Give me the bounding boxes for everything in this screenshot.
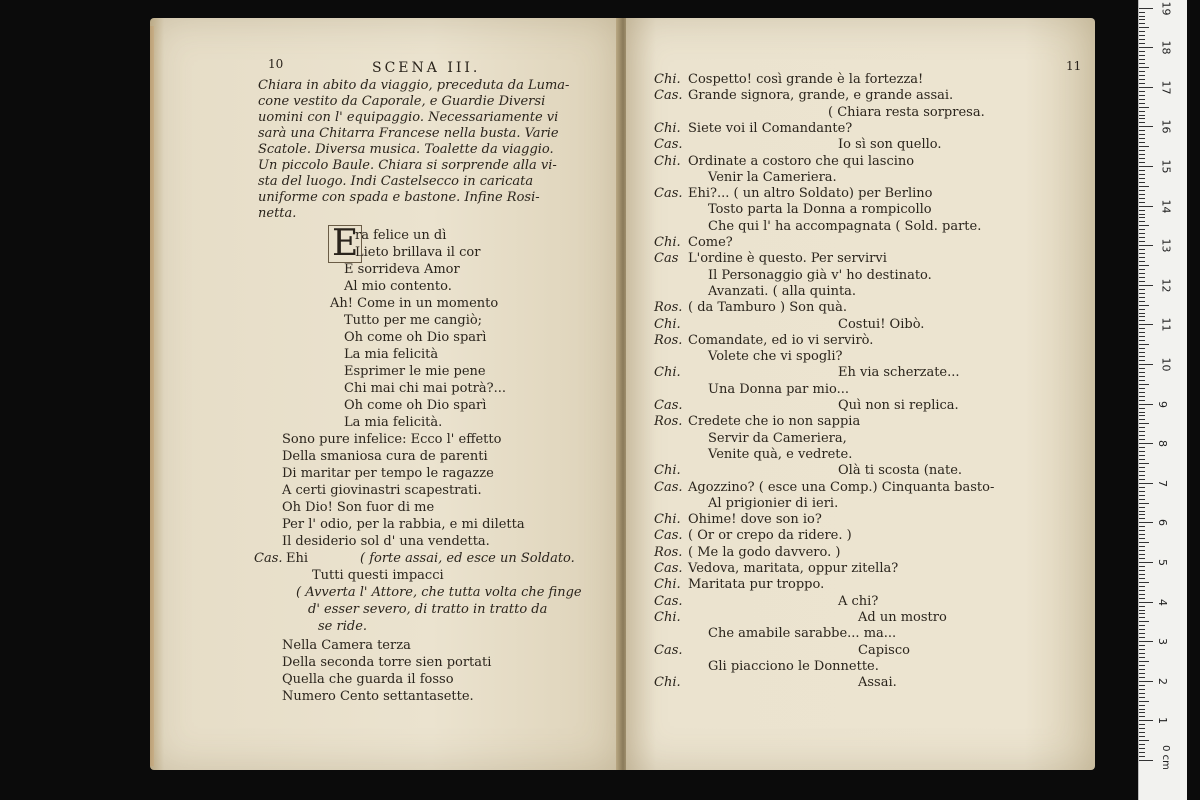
ruler-tick [1139, 170, 1145, 171]
dialogue-line: Una Donna par mio... [708, 381, 849, 397]
ruler-tick [1139, 99, 1145, 100]
ruler-tick [1139, 475, 1145, 476]
ruler-tick [1139, 19, 1145, 20]
ruler-tick [1139, 59, 1145, 60]
open-book [150, 18, 1095, 770]
ruler-tick [1139, 633, 1145, 634]
ruler-tick [1139, 463, 1149, 464]
ruler-tick [1139, 443, 1153, 444]
ruler-tick [1139, 43, 1145, 44]
ruler-tick [1139, 522, 1153, 523]
ruler-tick [1139, 8, 1153, 9]
dialogue-line: Come? [688, 235, 733, 250]
ruler-number: 1 [1156, 717, 1169, 725]
dialogue-line: ( da Tamburo ) Son quà. [688, 300, 848, 316]
ruler-tick [1139, 610, 1145, 611]
dialogue-line: Capisco [858, 642, 910, 658]
ruler-tick [1139, 39, 1145, 40]
dialogue-line: ( Or or crepo da ridere. ) [688, 528, 852, 544]
ruler-tick [1139, 617, 1145, 618]
ruler-tick [1139, 229, 1145, 230]
ruler-tick [1139, 697, 1145, 698]
ruler-tick [1139, 637, 1145, 638]
ruler-tick [1139, 693, 1145, 694]
ruler-tick [1139, 574, 1145, 575]
ruler-tick [1139, 705, 1145, 706]
ruler-tick [1139, 289, 1145, 290]
ruler-tick [1139, 625, 1145, 626]
ruler-tick [1139, 316, 1145, 317]
ruler-tick [1139, 665, 1145, 666]
page-number-left: 10 [268, 57, 284, 71]
dialogue-line: Olà ti scosta (nate. [838, 463, 963, 479]
ruler-tick [1139, 602, 1153, 603]
ruler-tick [1139, 174, 1145, 175]
ruler-tick [1139, 479, 1145, 480]
speaker-label: Cas. [654, 528, 683, 544]
ruler-tick [1139, 491, 1145, 492]
scene-title: SCENA III. [372, 60, 481, 76]
ruler-tick [1139, 451, 1145, 452]
ruler-tick [1139, 526, 1145, 527]
ruler-tick [1139, 598, 1145, 599]
ruler-tick [1139, 554, 1145, 555]
ruler-tick [1139, 756, 1145, 757]
dialogue-line: Al prigionier di ieri. [708, 495, 839, 511]
dialogue-line: Il Personaggio già v' ho destinato. [708, 267, 932, 283]
ruler-tick [1139, 507, 1145, 508]
ruler-tick [1139, 146, 1149, 147]
ruler-number: 13 [1159, 238, 1173, 253]
ruler-tick [1139, 629, 1145, 630]
speaker-label: Chi. [654, 153, 681, 169]
ruler-tick [1139, 126, 1153, 127]
dialogue-line: Vedova, maritata, oppur zitella? [688, 561, 899, 576]
ruler-tick [1139, 649, 1145, 650]
dialogue-line: Credete che io non sappia [688, 414, 861, 430]
ruler-number: 7 [1156, 479, 1169, 487]
speaker-label: Chi. [654, 609, 681, 625]
dialogue-line: Costui! Oibò. [838, 316, 925, 332]
ruler-number: 12 [1159, 278, 1173, 293]
ruler-tick [1139, 388, 1145, 389]
ruler-tick [1139, 562, 1153, 563]
ruler-tick [1139, 534, 1145, 535]
ruler-tick [1139, 677, 1145, 678]
dialogue-line: Venite quà, e vedrete. [708, 446, 853, 462]
ruler-tick [1139, 518, 1145, 519]
ruler-tick [1139, 447, 1145, 448]
ruler-tick [1139, 261, 1145, 262]
ruler-tick [1139, 340, 1145, 341]
ruler-tick [1139, 162, 1145, 163]
ruler-tick [1139, 221, 1145, 222]
ruler-tick [1139, 91, 1145, 92]
ruler-tick [1139, 550, 1145, 551]
ruler-tick [1139, 111, 1145, 112]
ruler-tick [1139, 23, 1145, 24]
dialogue-line: Venir la Cameriera. [708, 169, 837, 185]
ruler-number: 2 [1156, 677, 1169, 685]
ruler-tick [1139, 83, 1145, 84]
ruler-tick [1139, 16, 1145, 17]
ruler-tick [1139, 241, 1145, 242]
ruler-tick [1139, 103, 1145, 104]
ruler-tick [1139, 716, 1145, 717]
dialogue-line: Grande signora, grande, e grande assai. [688, 88, 954, 104]
ruler-tick [1139, 63, 1145, 64]
page-number-right: 11 [1066, 59, 1082, 73]
ruler-tick [1139, 257, 1145, 258]
ruler-tick [1139, 542, 1149, 543]
ruler-tick [1139, 681, 1153, 682]
dialogue-line: Siete voi il Comandante? [688, 120, 853, 136]
ruler-tick [1139, 150, 1145, 151]
dialogue-line: Ohime! dove son io? [688, 512, 822, 528]
ruler-tick [1139, 657, 1145, 658]
ruler-tick [1139, 368, 1145, 369]
ruler-tick [1139, 35, 1145, 36]
ruler-tick [1139, 712, 1145, 713]
ruler-tick [1139, 586, 1145, 587]
speaker-label: Chi. [654, 365, 681, 381]
ruler-tick [1139, 613, 1145, 614]
speaker-label: Chi. [654, 577, 681, 593]
dialogue-line: Assai. [858, 675, 897, 691]
ruler-tick [1139, 471, 1145, 472]
ruler-tick [1139, 427, 1145, 428]
ruler-tick [1139, 720, 1153, 721]
ruler-tick [1139, 237, 1145, 238]
speaker-label: Cas. [654, 398, 683, 413]
ruler-tick [1139, 661, 1149, 662]
ruler-tick [1139, 499, 1145, 500]
ruler-tick [1139, 210, 1145, 211]
ruler-tick [1139, 122, 1145, 123]
ruler-tick [1139, 372, 1145, 373]
ruler-tick [1139, 12, 1145, 13]
speaker-label: Ros. [654, 544, 683, 560]
ruler-tick [1139, 320, 1145, 321]
dialogue-line: A chi? [838, 593, 879, 609]
ruler-tick [1139, 578, 1145, 579]
ruler-tick [1139, 75, 1145, 76]
ruler-tick [1139, 360, 1145, 361]
speaker-label: Chi. [654, 675, 681, 691]
ruler-tick [1139, 301, 1145, 302]
speaker-label: Cas. [654, 479, 683, 495]
ruler-tick [1139, 138, 1145, 139]
left-page: 10 SCENA III. Chiara in abito da viaggio, preceduta da Luma- cone vestito da Caporale, e Guardie Diversi uomini con l' equipaggio. Necessariamente vi sarà una Chitarra Francese nella busta. Varie Scatole. Diversa musica. Toalette da viaggio. Un piccolo Baule. Chiara si sorprende alla vi- sta del luogo. Indi Castelsecco in caricata uniforme con spada e bastone. Infine Rosi- netta. E ra felice un dì Lieto brillava il cor E sorrideva Amor Al mio contento. Ah! Come in un momento Tutto per me cangiò; Oh come oh Dio sparì La mia felicità Esprimer le mie pene Chi mai chi mai potrà?... Oh come oh Dio sparì La mia felicità. Sono pure infelice: Ecco l' effetto Della smaniosa cura de parenti Di maritar per tempo le ragazze A certi giovinastri scapestrati. Oh Dio! Son fuor di me Per l' odio, per la rabbia, e mi diletta Il desiderio sol d' una vendetta. Cas. Ehi ( forte assai, ed esce un Soldato. Tutti questi impacci ( Avverta l' Attore, che tutta volta che finge d' esser severo, di tratto in tratto da se ride. Nella Camera terza Della seconda torre sien portati Quella che guarda il fosso Numero Cento settantasette. [150, 18, 620, 770]
dialogue-line: Che amabile sarabbe... ma... [708, 626, 897, 642]
ruler-tick [1139, 352, 1145, 353]
ruler-tick [1139, 546, 1145, 547]
speaker-label: Cas. [654, 137, 683, 153]
ruler-tick [1139, 511, 1145, 512]
speaker-label: Cas. [654, 561, 683, 576]
ruler-tick [1139, 621, 1149, 622]
ruler-number: 4 [1156, 598, 1169, 606]
ruler-tick [1139, 344, 1149, 345]
ruler-tick [1139, 249, 1145, 250]
ruler-number: 8 [1156, 440, 1169, 448]
dialogue-line: ( Me la godo davvero. ) [688, 544, 841, 560]
ruler-tick [1139, 142, 1145, 143]
ruler-tick [1139, 328, 1145, 329]
dialogue-line: ( Chiara resta sorpresa. [828, 104, 985, 120]
dialogue-line: Quì non si replica. [838, 398, 959, 413]
ruler-tick [1139, 285, 1153, 286]
speaker-label: Chi. [654, 235, 681, 250]
ruler-tick [1139, 439, 1145, 440]
ruler-tick [1139, 87, 1153, 88]
ruler-tick [1139, 336, 1145, 337]
ruler-tick [1139, 245, 1153, 246]
dialogue-line: Tutti questi impacci [312, 568, 444, 583]
ruler-tick [1139, 459, 1145, 460]
speaker-label: Chi. [654, 512, 681, 528]
ruler-tick [1139, 582, 1149, 583]
ruler-tick [1139, 530, 1145, 531]
ruler-tick [1139, 396, 1145, 397]
ruler-tick [1139, 118, 1145, 119]
ruler-tick [1139, 724, 1145, 725]
ruler-tick [1139, 673, 1145, 674]
ruler-tick [1139, 732, 1145, 733]
ruler-tick [1139, 324, 1153, 325]
ruler-number: 5 [1156, 559, 1169, 566]
ruler-tick [1139, 225, 1149, 226]
ruler-tick [1139, 435, 1145, 436]
measurement-ruler [1138, 0, 1187, 800]
page-edge [150, 26, 154, 766]
dialogue-line: Cospetto! così grande è la fortezza! [688, 72, 924, 87]
ruler-tick [1139, 297, 1145, 298]
ruler-tick [1139, 709, 1145, 710]
ruler-tick [1139, 752, 1145, 753]
ruler-tick [1139, 356, 1145, 357]
ruler-tick [1139, 186, 1149, 187]
ruler-tick [1139, 55, 1145, 56]
ruler-tick [1139, 332, 1145, 333]
ruler-tick [1139, 419, 1145, 420]
ruler-tick [1139, 404, 1153, 405]
ruler-tick [1139, 503, 1149, 504]
ruler-number: 18 [1159, 40, 1173, 55]
ruler-tick [1139, 566, 1145, 567]
ruler-tick [1139, 265, 1149, 266]
ruler-tick [1139, 281, 1145, 282]
dialogue-line: Volete che vi spogli? [708, 349, 843, 365]
ruler-tick [1139, 728, 1145, 729]
ruler-number: 6 [1156, 519, 1169, 527]
ruler-tick [1139, 313, 1145, 314]
ruler-number: 15 [1159, 159, 1173, 174]
ruler-tick [1139, 455, 1145, 456]
ruler-tick [1139, 182, 1145, 183]
dialogue-line: Io sì son quello. [838, 137, 942, 153]
ruler-tick [1139, 606, 1145, 607]
ruler-tick [1139, 277, 1145, 278]
ruler-tick [1139, 115, 1145, 116]
ruler-number: 17 [1159, 80, 1173, 95]
ruler-tick [1139, 269, 1145, 270]
ruler-tick [1139, 570, 1145, 571]
ruler-number: 9 [1156, 400, 1169, 408]
ruler-tick [1139, 590, 1145, 591]
ruler-tick [1139, 392, 1145, 393]
dialogue-line: L'ordine è questo. Per servirvi [688, 251, 887, 267]
ruler-tick [1139, 202, 1145, 203]
ruler-tick [1139, 467, 1145, 468]
ruler-tick [1139, 348, 1145, 349]
ruler-tick [1139, 47, 1153, 48]
speaker-label: Ros. [654, 332, 683, 348]
ruler-tick [1139, 384, 1149, 385]
ruler-tick [1139, 740, 1149, 741]
ruler-number: 14 [1159, 199, 1173, 214]
dialogue-line: Ordinate a costoro che qui lascino [688, 153, 915, 169]
stage-note: ( forte assai, ed esce un Soldato. [360, 551, 575, 566]
dialogue-line: Comandate, ed io vi servirò. [688, 332, 874, 348]
ruler-tick [1139, 51, 1145, 52]
ruler-tick [1139, 309, 1145, 310]
ruler-number: 10 [1159, 357, 1173, 372]
ruler-number: 16 [1159, 119, 1173, 134]
ruler-tick [1139, 558, 1145, 559]
dialogue-line: Ad un mostro [858, 609, 947, 625]
ruler-tick [1139, 95, 1145, 96]
speaker-label: Chi. [654, 463, 681, 479]
ruler-tick [1139, 364, 1153, 365]
ruler-tick [1139, 423, 1149, 424]
ruler-number: 19 [1159, 1, 1173, 16]
ruler-tick [1139, 736, 1145, 737]
ruler-tick [1139, 538, 1145, 539]
ruler-tick [1139, 645, 1145, 646]
ruler-tick [1139, 130, 1145, 131]
ruler-tick [1139, 134, 1145, 135]
ruler-number: 3 [1156, 638, 1169, 646]
ruler-tick [1139, 594, 1145, 595]
ruler-tick [1139, 487, 1145, 488]
ruler-tick [1139, 412, 1145, 413]
ruler-tick [1139, 495, 1145, 496]
ruler-tick [1139, 79, 1145, 80]
ruler-tick [1139, 431, 1145, 432]
dialogue-line: Eh via scherzate... [838, 365, 960, 381]
ruler-tick [1139, 253, 1145, 254]
ruler-tick [1139, 689, 1145, 690]
ruler-tick [1139, 71, 1145, 72]
ruler-tick [1139, 669, 1145, 670]
speaker-label: Chi. [654, 316, 681, 332]
drop-cap: E [328, 225, 362, 263]
dialogue-line: Avanzati. ( alla quinta. [708, 283, 857, 299]
speaker-label: Chi. [654, 120, 681, 136]
ruler-tick [1139, 233, 1145, 234]
ruler-tick [1139, 641, 1153, 642]
ruler-tick [1139, 214, 1145, 215]
speaker-label: Cas. [654, 186, 683, 202]
ruler-tick [1139, 217, 1145, 218]
dialogue-line: Servir da Cameriera, [708, 430, 847, 446]
speaker-label: Cas. [654, 88, 683, 104]
ruler-tick [1139, 31, 1145, 32]
speaker-label: Cas. [654, 593, 683, 609]
ruler-tick [1139, 158, 1145, 159]
ruler-tick [1139, 178, 1145, 179]
ruler-tick [1139, 380, 1145, 381]
ruler-tick [1139, 194, 1145, 195]
ruler-tick [1139, 748, 1145, 749]
ruler-tick [1139, 107, 1149, 108]
ruler-tick [1139, 653, 1145, 654]
ruler-tick [1139, 67, 1149, 68]
dialogue-line: Gli piacciono le Donnette. [708, 658, 879, 674]
ruler-tick [1139, 760, 1153, 761]
ruler-number: 11 [1159, 317, 1173, 332]
ruler-tick [1139, 376, 1145, 377]
speaker-label: Cas [654, 251, 679, 267]
ruler-tick [1139, 400, 1145, 401]
dialogue-line: Tosto parta la Donna a rompicollo [708, 202, 932, 218]
dialogue-line: Agozzino? ( esce una Comp.) Cinquanta basto- [688, 479, 995, 495]
ruler-tick [1139, 154, 1145, 155]
ruler-unit: 0 cm [1159, 745, 1171, 770]
dialogue-line: Ehi?... ( un altro Soldato) per Berlino [688, 186, 933, 202]
dialogue-line: Che qui l' ha accompagnata ( Sold. parte. [708, 218, 982, 234]
speaker-label: Chi. [654, 72, 681, 87]
speaker-label: Ros. [654, 414, 683, 430]
ruler-tick [1139, 273, 1145, 274]
ruler-tick [1139, 685, 1145, 686]
ruler-tick [1139, 305, 1149, 306]
ruler-tick [1139, 166, 1153, 167]
right-page [626, 18, 1095, 770]
dialogue-line: Maritata pur troppo. [688, 577, 825, 593]
speaker-label: Cas. [254, 551, 283, 566]
speaker-label: Cas. [654, 642, 683, 658]
ruler-tick [1139, 293, 1145, 294]
ruler-tick [1139, 415, 1145, 416]
ruler-tick [1139, 514, 1145, 515]
ruler-tick [1139, 701, 1149, 702]
ruler-tick [1139, 408, 1145, 409]
dialogue-line: Ehi [286, 551, 309, 566]
ruler-tick [1139, 190, 1145, 191]
ruler-tick [1139, 744, 1145, 745]
ruler-tick [1139, 483, 1153, 484]
ruler-tick [1139, 27, 1149, 28]
speaker-label: Ros. [654, 300, 683, 316]
ruler-tick [1139, 198, 1145, 199]
ruler-tick [1139, 206, 1153, 207]
